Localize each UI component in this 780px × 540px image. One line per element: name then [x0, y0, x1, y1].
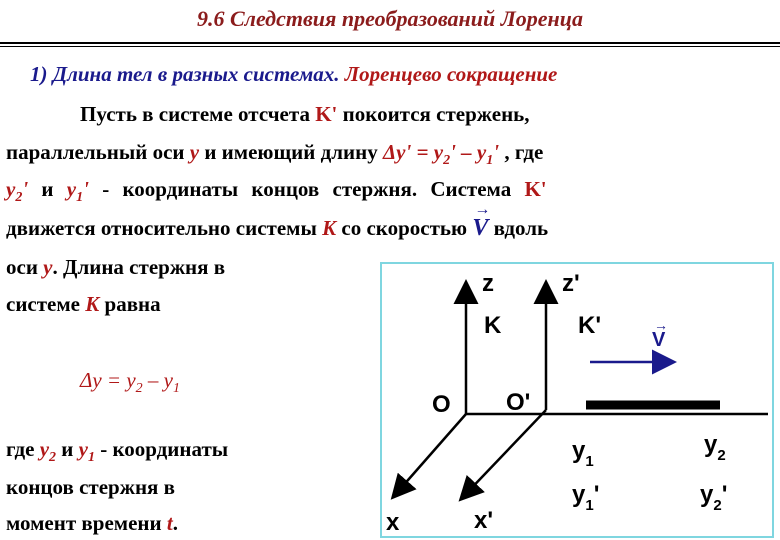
text: и имеющий длину: [199, 140, 383, 164]
subscript: 1: [87, 450, 95, 466]
text: со скоростью: [336, 216, 473, 240]
time-t: t: [166, 511, 173, 535]
frame-k-prime: K': [315, 102, 338, 126]
subscript: 1: [486, 153, 494, 169]
label-y1-prime: [572, 481, 599, 514]
text-line-8: концов стержня в: [6, 475, 176, 499]
label-y2-prime: [700, 481, 727, 514]
x-prime-axis: [462, 410, 546, 498]
coord-y1: [78, 437, 95, 466]
text: , где: [504, 140, 544, 164]
section-heading: [30, 62, 557, 87]
label-x: x: [386, 509, 400, 536]
text-line-1: [80, 102, 780, 127]
text: и: [56, 437, 79, 461]
frame-k: K: [322, 216, 337, 240]
text-line-4: [6, 201, 776, 242]
subscript: 1: [172, 381, 180, 397]
reference-frames-diagram: [380, 262, 774, 538]
subscript: 1: [585, 497, 594, 514]
label-frame-k: K: [484, 312, 502, 339]
label-velocity: V: [652, 329, 666, 351]
title-rule: [0, 42, 780, 44]
var: y: [39, 437, 50, 461]
label-y1: [572, 437, 594, 470]
text: Пусть в системе отсчета: [80, 102, 316, 126]
text: оси: [6, 255, 44, 279]
var: y: [572, 481, 586, 508]
frame-k-prime: K': [524, 177, 547, 201]
prime: ': [593, 481, 600, 508]
prime: ': [721, 481, 728, 508]
heading-part1: 1) Длина тел в разных системах.: [30, 62, 345, 86]
formula-part: Δy = y: [80, 368, 136, 392]
label-y2: [704, 431, 726, 464]
text: и: [28, 177, 67, 201]
var: y: [572, 437, 586, 464]
subscript: 2: [135, 381, 143, 397]
label-origin-prime: O': [506, 389, 531, 416]
subscript: 2: [717, 447, 726, 464]
text: движется относительно системы: [6, 216, 323, 240]
coord-y2-prime: [6, 177, 29, 206]
text: .: [172, 511, 178, 535]
subscript: 1: [585, 453, 594, 470]
text: момент времени: [6, 511, 167, 535]
coord-y1-prime: [66, 177, 89, 206]
vector-arrow-icon: →: [474, 201, 491, 218]
label-origin: O: [432, 391, 451, 418]
label-x-prime: x': [474, 507, 494, 534]
var: y: [704, 431, 718, 458]
label-frame-k-prime: K': [578, 312, 602, 339]
x-axis: [394, 414, 466, 496]
text: - координаты: [94, 437, 229, 461]
title-rule-thin: [0, 46, 780, 47]
var: y: [6, 177, 16, 201]
text-line-3: [6, 177, 776, 206]
text: где: [6, 437, 40, 461]
axis-y: y: [43, 255, 53, 279]
length-formula: [382, 140, 505, 169]
velocity-symbol: [472, 201, 491, 241]
subscript: 2: [443, 153, 451, 169]
label-z-prime: z': [562, 270, 580, 297]
vector-arrow-icon: →: [654, 317, 668, 333]
slide-title: 9.6 Следствия преобразований Лоренца: [196, 6, 584, 31]
subscript: 2: [15, 190, 23, 206]
coord-y2: [39, 437, 57, 466]
text: системе: [6, 292, 86, 316]
heading-part2: Лоренцево сокращение: [344, 62, 558, 86]
text: - координаты концов стержня. Система: [88, 177, 525, 201]
formula-part: Δy' = y: [382, 140, 444, 164]
subscript: 2: [713, 497, 722, 514]
text: параллельный оси: [6, 140, 190, 164]
text: вдоль: [488, 216, 549, 240]
formula-part: ' – y: [450, 140, 487, 164]
text: . Длина стержня в: [52, 255, 226, 279]
text: равна: [99, 292, 161, 316]
var: y: [78, 437, 88, 461]
prime: ': [22, 177, 29, 201]
text: покоится стержень,: [337, 102, 530, 126]
subscript: 2: [49, 450, 57, 466]
frame-k: K: [85, 292, 100, 316]
subscript: 1: [76, 190, 84, 206]
var: y: [66, 177, 77, 201]
var: y: [700, 481, 714, 508]
formula-part: – y: [142, 368, 173, 392]
formula-part: ': [493, 140, 505, 164]
axis-y: y: [189, 140, 200, 164]
text-line-2: [6, 140, 776, 169]
prime: ': [83, 177, 89, 201]
velocity-letter: V: [472, 215, 489, 241]
label-z: z: [482, 270, 494, 297]
